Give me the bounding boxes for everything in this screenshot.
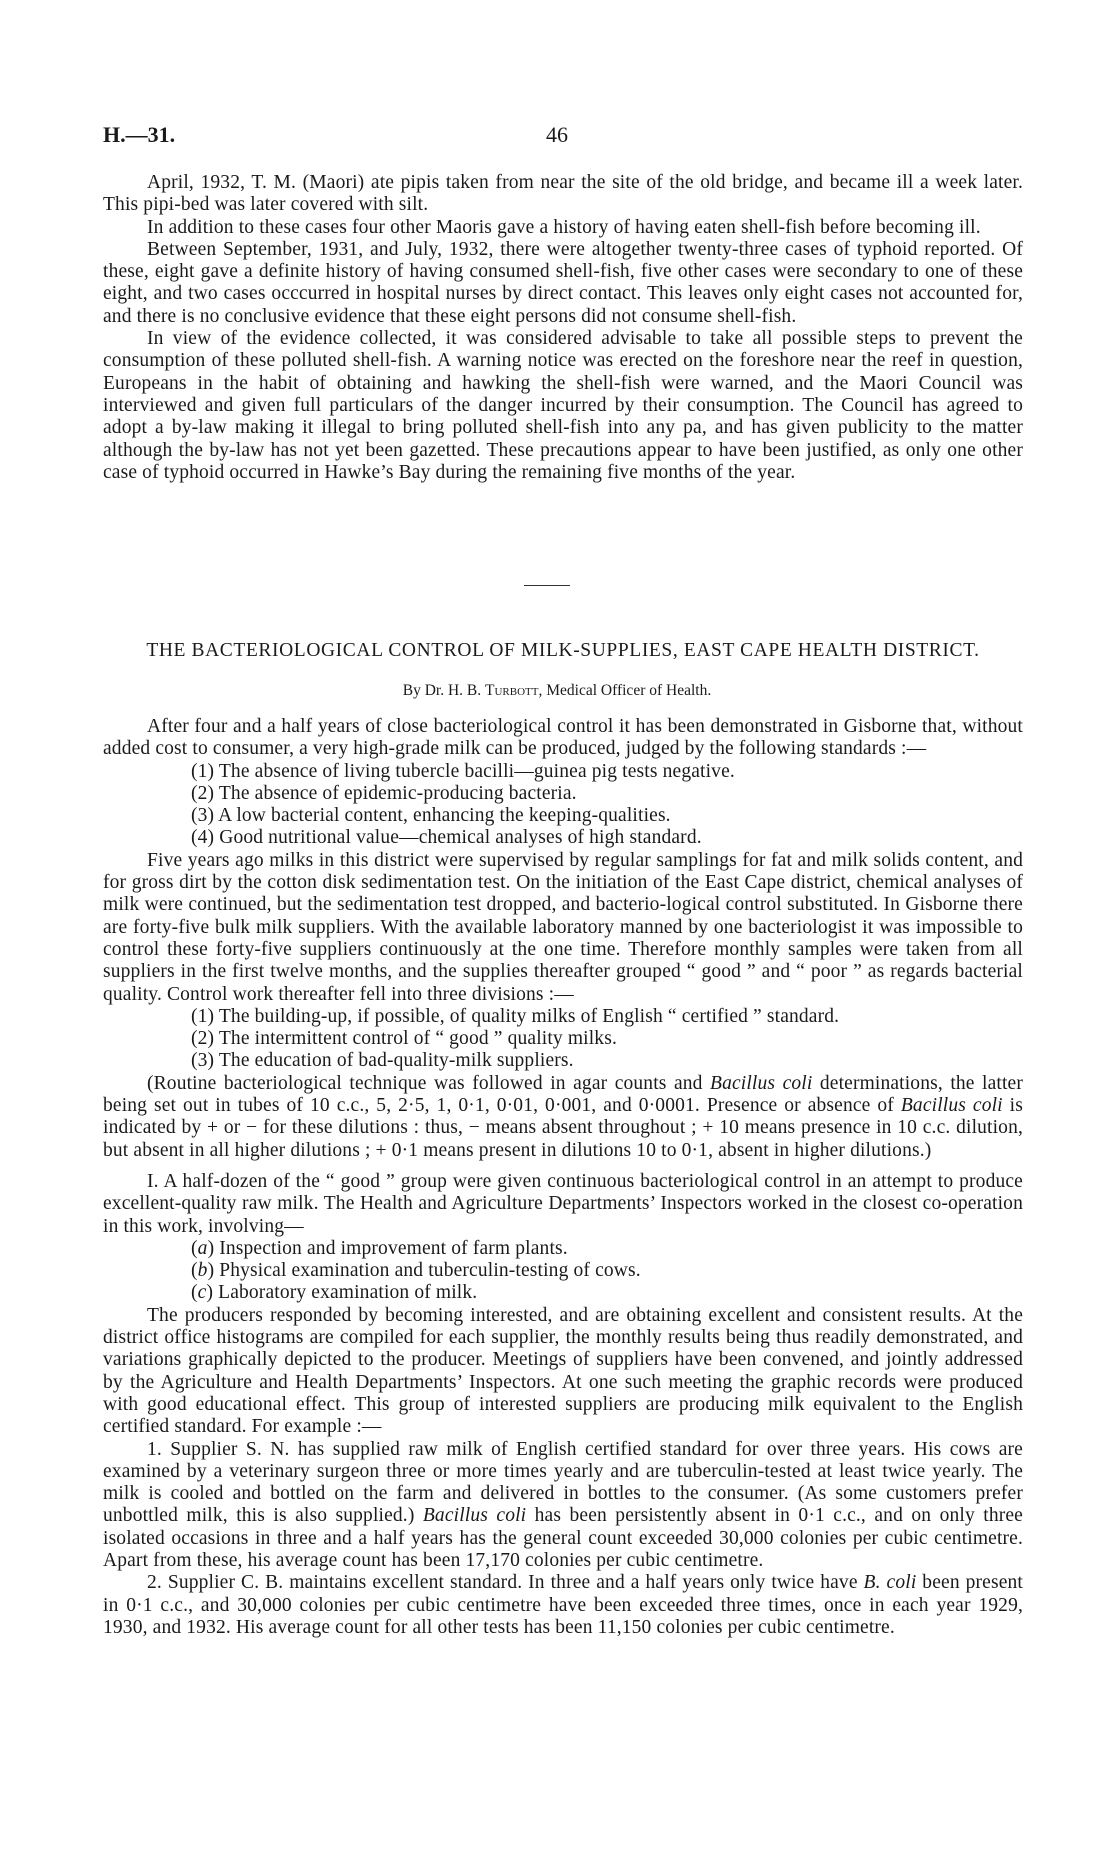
- text-run: ) Laboratory examination of milk.: [206, 1282, 478, 1304]
- text-run: 1. Supplier S. N. has supplied raw milk of English certified standard for over three years. His cows are examined by a veterinary surgeon three or more times yearly and are tuberculin-tested at least twice yearly. The milk is cooled and bottled on the farm and delivered in bottles to the consumer. (As some customers prefer unbottled milk, this is also supplied.): [103, 1438, 1023, 1527]
- text-run: determinations, the latter being set out in tubes of 10 c.c., 5, 2·5, 1, 0·1, 0·01, 0·001, and 0·0001. Presence or absence of: [103, 1072, 1023, 1117]
- author-name: Turbott: [485, 682, 539, 699]
- article-byline: [0, 682, 1114, 700]
- text-run: (1) The absence of living tubercle bacilli—guinea pig tests negative.: [191, 760, 735, 782]
- italic-text: a: [197, 1237, 208, 1259]
- paragraph: [103, 172, 1023, 217]
- section-divider: [524, 585, 570, 586]
- italic-text: b: [197, 1260, 208, 1282]
- text-run: April, 1932, T. M. (Maori) ate pipis taken from near the site of the old bridge, and became ill a week later. This pipi-bed was later covered with silt.: [103, 172, 1023, 216]
- list-item: [191, 1260, 1023, 1282]
- text-run: 2. Supplier C. B. maintains excellent standard. In three and a half years only twice have: [147, 1572, 864, 1594]
- list-item: [191, 1028, 1023, 1050]
- italic-text: Bacillus coli: [422, 1505, 527, 1527]
- text-run: The producers responded by becoming interested, and are obtaining excellent and consistent results. At the district office histograms are compiled for each supplier, the monthly results being thus readily demonstrated, and variations graphically depicted to the producer. Meetings of suppliers have been convened, and jointly addressed by the Agriculture and Health Departments’ Inspectors. At one such meeting the graphic records were produced with good educational effect. This group of interested suppliers are producing milk equivalent to the English certified standard. For example :—: [103, 1304, 1023, 1438]
- text-run: (3) A low bacterial content, enhancing the keeping-qualities.: [191, 805, 671, 827]
- paragraph: [103, 1073, 1023, 1162]
- paragraph: [103, 1305, 1023, 1439]
- byline-prefix: By Dr. H. B.: [402, 682, 486, 699]
- text-run: In view of the evidence collected, it was considered advisable to take all possible steps to prevent the consumption of these polluted shell-fish. A warning notice was erected on the foreshore near the reef in question, Europeans in the habit of obtaining and hawking the shell-fish were warned, and the Maori Council was interviewed and given full particulars of the danger incurred by their consumption. The Council has agreed to adopt a by-law making it illegal to bring polluted shell-fish into any pa, and has given publicity to the matter although the by-law has not yet been gazetted. These precautions appear to have been justified, as only one other case of typhoid occurred in Hawke’s Bay during the remaining five months of the year.: [103, 328, 1023, 483]
- list-item: [191, 805, 1023, 827]
- list-item: [191, 1282, 1023, 1304]
- text-run: (: [191, 1260, 198, 1282]
- milk-control-article-body: [103, 716, 1023, 1639]
- paragraph: [103, 217, 1023, 239]
- typhoid-report-section: [103, 172, 1023, 484]
- article-title: THE BACTERIOLOGICAL CONTROL OF MILK-SUPPLIES, EAST CAPE HEALTH DISTRICT.: [146, 640, 980, 661]
- paragraph: [103, 716, 1023, 761]
- list-item: [191, 783, 1023, 805]
- text-run: ) Inspection and improvement of farm plants.: [207, 1237, 568, 1259]
- text-run: (2) The intermittent control of “ good ” quality milks.: [191, 1028, 617, 1050]
- text-run: (3) The education of bad-quality-milk suppliers.: [191, 1050, 574, 1072]
- text-run: (4) Good nutritional value—chemical analyses of high standard.: [191, 827, 702, 849]
- text-run: (1) The building-up, if possible, of quality milks of English “ certified ” standard.: [191, 1005, 840, 1027]
- paragraph: [103, 239, 1023, 328]
- page-number: 46: [546, 122, 568, 147]
- text-run: (Routine bacteriological technique was followed in agar counts and: [147, 1072, 711, 1094]
- text-run: Between September, 1931, and July, 1932, there were altogether twenty-three cases of typhoid reported. Of these, eight gave a definite history of having consumed shell-fish, five other cases were secondary to one of these eight, and two cases occcurred in hospital nurses by direct contact. This leaves only eight cases not accounted for, and there is no conclusive evidence that these eight persons did not consume shell-fish.: [103, 238, 1023, 327]
- list-item: [191, 827, 1023, 849]
- paragraph: [103, 850, 1023, 1006]
- italic-text: Bacillus coli: [710, 1072, 813, 1094]
- text-run: (2) The absence of epidemic-producing bacteria.: [191, 782, 577, 804]
- paragraph: [103, 328, 1023, 484]
- byline-suffix: , Medical Officer of Health.: [538, 682, 712, 699]
- paragraph: [103, 1439, 1023, 1573]
- list-item: [191, 761, 1023, 783]
- italic-text: c: [197, 1282, 207, 1304]
- italic-text: Bacillus coli: [900, 1095, 1003, 1117]
- text-run: has been persistently absent in 0·1 c.c., and on only three isolated occasions in three and a half years has the general count exceeded 30,000 colonies per cubic centimetre. Apart from these, his average count has been 17,170 colonies per cubic centimetre.: [103, 1505, 1023, 1571]
- text-run: In addition to these cases four other Maoris gave a history of having eaten shell-fish before becoming ill.: [147, 216, 981, 238]
- text-run: (: [191, 1237, 198, 1259]
- text-run: is indicated by + or − for these dilutions : thus, − means absent throughout ; + 10 means presence in 10 c.c. dilution, but absent in all higher dilutions ; + 0·1 means present in dilutions 10 to 0·1, absent in higher dilutions.): [103, 1095, 1023, 1161]
- paragraph: [103, 1572, 1023, 1639]
- italic-text: B. coli: [863, 1572, 917, 1594]
- text-run: ) Physical examination and tuberculin-testing of cows.: [207, 1260, 641, 1282]
- text-run: (: [191, 1282, 198, 1304]
- list-item: [191, 1238, 1023, 1260]
- list-item: [191, 1006, 1023, 1028]
- text-run: I. A half-dozen of the “ good ” group were given continuous bacteriological control in an attempt to produce excellent-quality raw milk. The Health and Agriculture Departments’ Inspectors worked in the closest co-operation in this work, involving—: [103, 1170, 1023, 1237]
- list-item: [191, 1050, 1023, 1072]
- paragraph: [103, 1171, 1023, 1238]
- document-code: H.—31.: [103, 122, 176, 147]
- text-run: Five years ago milks in this district were supervised by regular samplings for fat and milk solids content, and for gross dirt by the cotton disk sedimentation test. On the initiation of the East Cape district, chemical analyses of milk were continued, but the sedimentation test dropped, and bacterio-logical control substituted. In Gisborne there are forty-five bulk milk suppliers. With the available laboratory manned by one bacteriologist it was impossible to control these forty-five suppliers continuously at the one time. Therefore monthly samples were taken from all suppliers in the first twelve months, and the supplies thereafter grouped “ good ” and “ poor ” as regards bacterial quality. Control work thereafter fell into three divisions :—: [103, 849, 1023, 1005]
- text-run: been present in 0·1 c.c., and 30,000 colonies per cubic centimetre have been exceeded three times, once in each year 1929, 1930, and 1932. His average count for all other tests has been 11,150 colonies per cubic centimetre.: [103, 1572, 1023, 1638]
- text-run: After four and a half years of close bacteriological control it has been demonstrated in Gisborne that, without added cost to consumer, a very high-grade milk can be produced, judged by the following standards :—: [103, 716, 1023, 760]
